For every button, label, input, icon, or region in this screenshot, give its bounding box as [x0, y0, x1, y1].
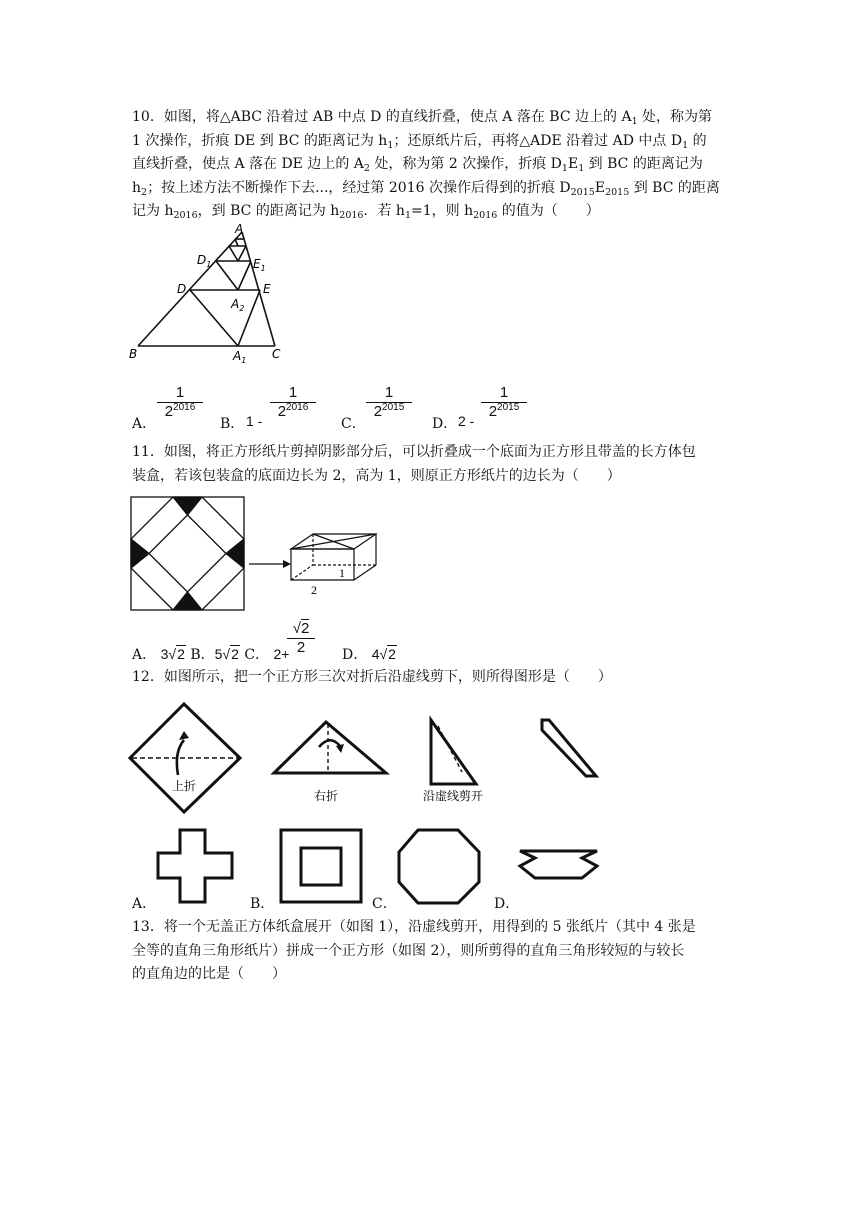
label-b: B — [129, 347, 138, 361]
q12-option-a[interactable]: A． — [132, 896, 157, 912]
inner-diamond — [149, 515, 226, 592]
side-ab — [138, 232, 245, 346]
q11-text: 11．如图，将正方形纸片剪掉阴影部分后，可以折叠成一个底面为正方形且带盖的长方体包 装盒，若该包装盒的底面边长为 2，高为 1，则原正方形纸片的边长为（ ） — [132, 444, 696, 484]
q11-box-figure — [128, 494, 388, 614]
q10-option-d-prefix: 2 - — [458, 413, 475, 429]
q10-option-a-fraction: 1 $2^{2016}$ — [157, 385, 203, 420]
q12-fold-steps — [126, 700, 606, 818]
q10-option-d-fraction: 1 $2^{2015}$ — [481, 385, 527, 420]
q10-option-b-letter[interactable]: B． — [220, 416, 245, 432]
label-d: D — [177, 282, 187, 296]
label-a2: $A_2$ — [231, 297, 245, 313]
q11-options — [132, 644, 289, 664]
step-label-fold-up: 上折 — [172, 779, 197, 793]
option-b-inner-square — [301, 848, 341, 885]
q11-option-a[interactable]: A． 3√2 — [132, 646, 185, 663]
step-label-fold-right: 右折 — [314, 789, 339, 803]
option-c-octagon — [399, 830, 479, 903]
arrow-right-icon — [249, 560, 291, 568]
shaded-left — [131, 539, 149, 568]
step4-strip — [542, 720, 596, 776]
q11-option-b[interactable]: B．5√2 — [190, 646, 239, 663]
box-base-label: 2 — [311, 583, 317, 597]
q12-option-b[interactable]: B． — [250, 896, 275, 912]
label-e1: $E_1$ — [253, 257, 266, 273]
fold-e-a1 — [238, 290, 260, 346]
q12-option-c[interactable]: C． — [372, 896, 397, 912]
q10-option-c-letter[interactable]: C． — [341, 416, 366, 432]
q11-option-d[interactable]: D． 4√2 — [342, 646, 396, 663]
q11-option-c[interactable]: C． 2+ — [244, 646, 290, 663]
label-c: C — [272, 347, 281, 361]
option-b-outer-square — [281, 830, 361, 902]
q10-option-c-fraction: 1 $2^{2015}$ — [366, 385, 412, 420]
box-height-label: 1 — [339, 566, 345, 580]
option-a-cross — [158, 830, 232, 902]
shaded-bottom — [173, 592, 202, 610]
option-d-shape — [520, 851, 597, 878]
q10-text: 10．如图，将△ABC 沿着过 AB 中点 D 的直线折叠，使点 A 落在 BC 边上的 $A_1$ 处，称为第 1 次操作，折痕 DE 到 BC 的距离记为 $h_1$；还原纸片后，再将△ADE 沿着过 AD 中点 $D_1$ 的 直线折叠，使点 A 落在 DE 边上的 $A_2$ 处，称为第 2 次操作，折痕 $D_1E_1$ 到 BC 的距离记为 $h_2$；按上述方法不断操作下去...，经过第 2016 次操作后得到的折痕 $D_{2015}E_{2015}$ 到 BC 的距离 记为 $h_{2016}$，到 BC 的距离记为 $h_{2016}$．若 $h_1=1$，则 $h_{2016}$ 的值为（ ） — [132, 109, 720, 221]
fold-e1-a2 — [238, 261, 251, 290]
q13-text: 13．将一个无盖正方体纸盒展开（如图 1），沿虚线剪开，用得到的 5 张纸片（其中 4 张是 全等的直角三角形纸片）拼成一个正方形（如图 2），则所剪得的直角三角形较短的与较长 的直角边的比是（ ） — [132, 919, 696, 982]
step3-triangle — [431, 720, 476, 784]
q11-option-c-fraction: √2 2 — [287, 621, 315, 656]
label-d1: $D_1$ — [197, 253, 212, 269]
fold-d1-a2 — [216, 261, 238, 290]
step-label-cut: 沿虚线剪开 — [423, 789, 484, 803]
box-figure — [291, 534, 376, 580]
step2-triangle — [274, 722, 386, 773]
q10-option-d-letter[interactable]: D． — [432, 416, 458, 432]
q12-text: 12．如图所示，把一个正方形三次对折后沿虚线剪下，则所得图形是（ ） — [132, 669, 612, 685]
label-e: E — [263, 282, 271, 296]
label-a1: $A_1$ — [233, 349, 247, 365]
shaded-top — [173, 497, 202, 515]
q10-option-a-letter[interactable]: A． — [132, 416, 157, 432]
q12-option-d[interactable]: D． — [494, 896, 520, 912]
q10-option-b-fraction: 1 $2^{2016}$ — [270, 385, 316, 420]
q10-option-b-prefix: 1 - — [246, 413, 263, 429]
shaded-right — [226, 539, 244, 568]
q10-triangle-figure — [125, 224, 295, 366]
label-a: A — [235, 224, 244, 236]
